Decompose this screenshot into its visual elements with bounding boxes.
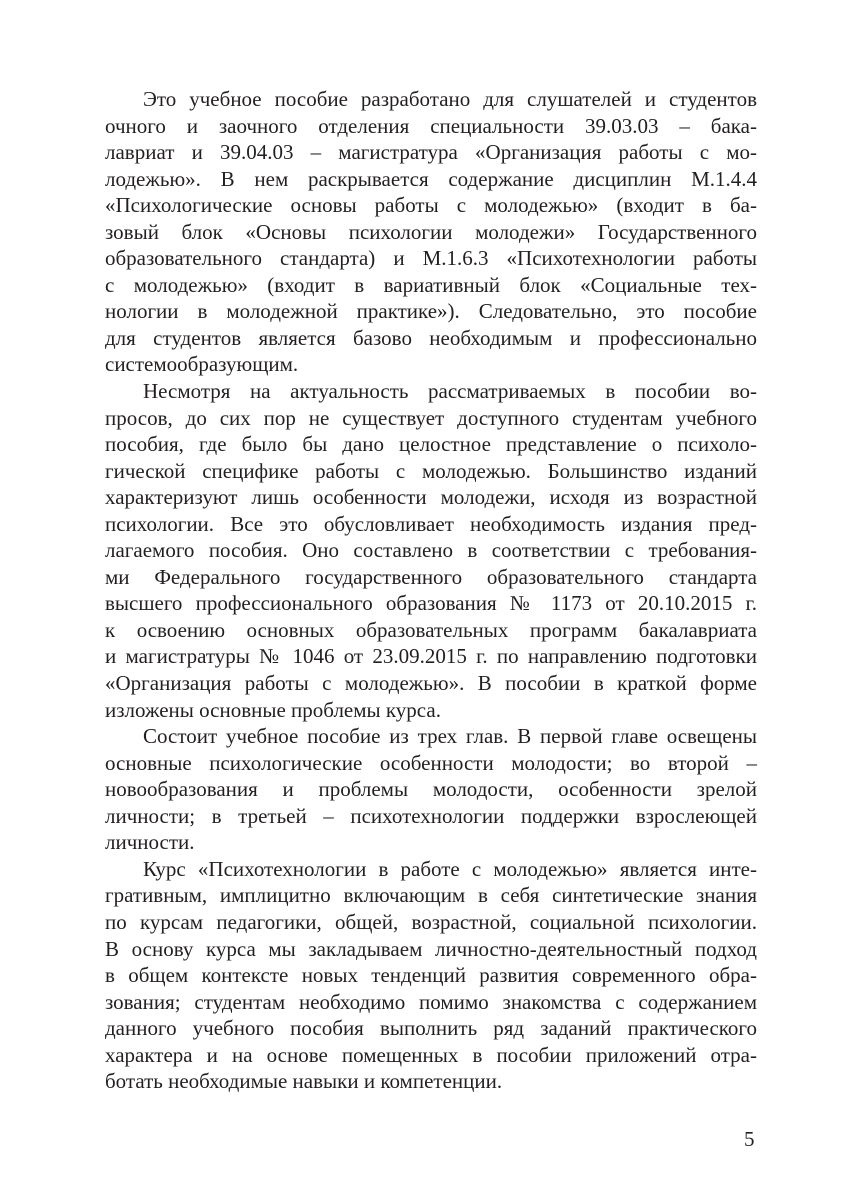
text-line: высшего профессионального образования № 1173 от 20.10.2015 г. (105, 591, 757, 616)
paragraph (105, 378, 757, 723)
paragraph (105, 856, 757, 1095)
text-line: В основу курса мы закладываем личностно-деятельностный подход (105, 936, 757, 961)
text-line: «Организация работы с молодежью». В пособии в краткой форме (105, 671, 757, 696)
text-line: для студентов является базово необходимым и профессионально (105, 325, 757, 350)
text-line: Курс «Психотехнологии в работе с молодежью» является инте- (143, 856, 757, 881)
body-text (105, 86, 757, 1095)
text-line: образовательного стандарта) и М.1.6.3 «Психотехнологии работы (105, 246, 757, 271)
text-line: Это учебное пособие разработано для слушателей и студентов (143, 87, 757, 111)
page-number: 5 (744, 1127, 755, 1151)
text-line: характера и на основе помещенных в пособии приложений отра- (105, 1042, 757, 1067)
text-line: данного учебного пособия выполнить ряд заданий практического (105, 1016, 757, 1041)
text-line: пособия, где было бы дано целостное представление о психоло- (105, 432, 757, 457)
text-line: гративным, имплицитно включающим в себя синтетические знания (105, 883, 757, 908)
text-line: характеризуют лишь особенности молодежи, исходя из возрастной (105, 485, 757, 510)
text-line: психологии. Все это обусловливает необходимость издания пред- (105, 511, 757, 536)
text-line: «Психологические основы работы с молодежью» (входит в ба- (105, 193, 757, 218)
text-line: основные психологические особенности молодости; во второй – (105, 750, 757, 775)
text-line: с молодежью» (входит в вариативный блок «Социальные тех- (105, 272, 757, 297)
text-line: лодежью». В нем раскрывается содержание дисциплин М.1.4.4 (105, 166, 757, 191)
paragraph (105, 86, 757, 378)
text-line: очного и заочного отделения специальности 39.03.03 – бака- (105, 113, 757, 138)
text-line: Несмотря на актуальность рассматриваемых в пособии во- (143, 379, 757, 404)
text-line: личности. (105, 830, 195, 855)
text-line: ми Федерального государственного образовательного стандарта (105, 564, 757, 589)
text-line: в общем контексте новых тенденций развития современного обра- (105, 963, 757, 988)
text-line: изложены основные проблемы курса. (105, 697, 441, 722)
text-line: просов, до сих пор не существует доступного студентам учебного (105, 405, 757, 430)
text-line: зования; студентам необходимо помимо знакомства с содержанием (105, 989, 757, 1014)
text-line: лагаемого пособия. Оно составлено в соответствии с требования- (105, 538, 757, 563)
text-line: к освоению основных образовательных программ бакалавриата (105, 617, 757, 642)
text-line: гической специфике работы с молодежью. Большинство изданий (105, 458, 757, 483)
text-line: ботать необходимые навыки и компетенции. (105, 1069, 503, 1094)
paragraph (105, 723, 757, 856)
text-line: лавриат и 39.04.03 – магистратура «Организация работы с мо- (105, 140, 757, 165)
text-line: Состоит учебное пособие из трех глав. В первой главе освещены (143, 724, 757, 749)
text-line: и магистратуры № 1046 от 23.09.2015 г. по направлению подготовки (105, 644, 757, 669)
text-line: новообразования и проблемы молодости, особенности зрелой (105, 777, 757, 802)
text-line: нологии в молодежной практике»). Следовательно, это пособие (105, 299, 757, 324)
text-line: зовый блок «Основы психологии молодежи» Государственного (105, 219, 757, 244)
text-line: личности; в третьей – психотехнологии поддержки взрослеющей (105, 803, 757, 828)
text-line: системообразующим. (105, 352, 299, 377)
text-line: по курсам педагогики, общей, возрастной, социальной психологии. (105, 909, 757, 934)
